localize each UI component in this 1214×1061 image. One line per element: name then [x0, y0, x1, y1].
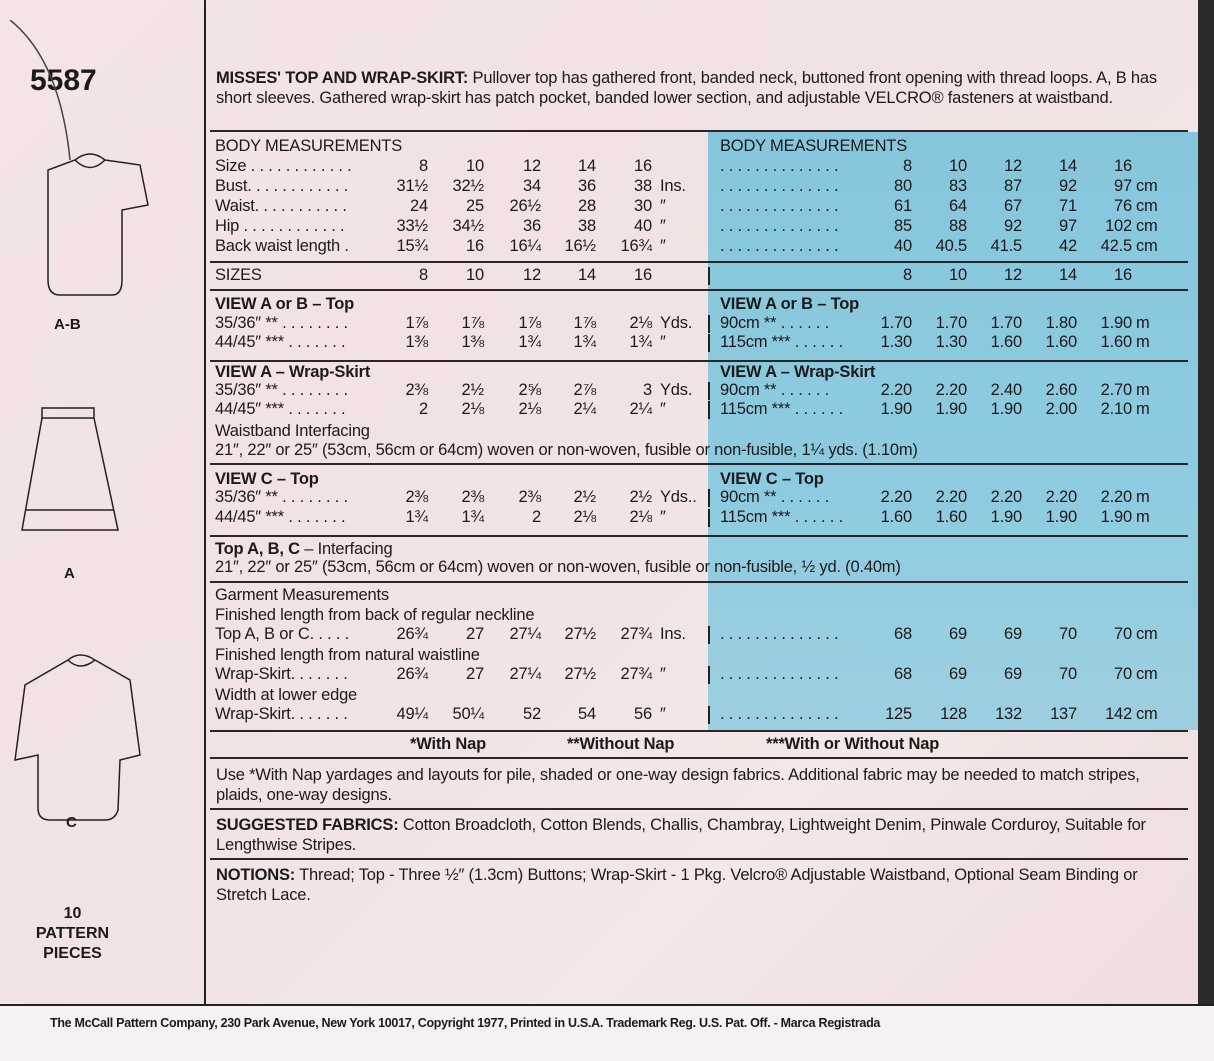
size-5-value: 2⅛: [629, 314, 652, 332]
section-heading: VIEW C – Top: [215, 470, 319, 488]
size-3-value: 1.70: [990, 314, 1022, 332]
row-label: Size . . . . . . . . . . . .: [215, 157, 352, 175]
size-1-value: 1⅞: [405, 314, 428, 332]
unit-label: cm: [1136, 177, 1158, 195]
size-2-value: 32½: [452, 177, 484, 195]
size-5-value: 102: [1105, 217, 1132, 235]
size-1-value: 2.20: [880, 381, 912, 399]
size-5-value: 1¾: [629, 333, 652, 351]
skirt-a-drawing: [22, 408, 118, 530]
size-2-value: 1.90: [935, 400, 967, 418]
nap-legend-with: *With Nap: [410, 735, 486, 753]
unit-label: cm: [1136, 625, 1158, 643]
row-label: 115cm *** . . . . . .: [720, 333, 843, 351]
pieces-label: PATTERN: [35, 925, 110, 942]
size-3-value: 27¼: [509, 665, 541, 683]
row-label: Wrap-Skirt. . . . . . .: [215, 665, 348, 683]
size-1-value: 1⅜: [405, 333, 428, 351]
size-2-value: 10: [949, 266, 967, 284]
size-3-value: 1¾: [518, 333, 541, 351]
size-5-value: 1.90: [1100, 508, 1132, 526]
pattern-number: 5587: [30, 64, 97, 97]
size-1-value: 26¾: [396, 625, 428, 643]
size-1-value: 8: [903, 266, 912, 284]
view-label-ab: A-B: [54, 316, 81, 333]
row-label: 44/45″ *** . . . . . . .: [215, 400, 346, 418]
size-2-value: 2.20: [935, 381, 967, 399]
section-heading: VIEW A – Wrap-Skirt: [215, 363, 371, 381]
row-text: 21″, 22″ or 25″ (53cm, 56cm or 64cm) woven or non-woven, fusible or non-fusible, 1¼ yds. (1.10m): [215, 441, 918, 459]
pieces-count: 10: [63, 905, 82, 922]
size-2-value: 10: [949, 157, 967, 175]
size-5-value: 27¾: [620, 665, 652, 683]
unit-label: cm: [1136, 705, 1158, 723]
column-divider-tick: [708, 401, 710, 419]
size-3-value: 1.60: [990, 333, 1022, 351]
nap-note: Use *With Nap yardages and layouts for pile, shaded or one-way design fabrics. Additional fabric may be needed to match stripes, plaids, one-way designs.: [216, 766, 1140, 804]
unit-label: m: [1136, 314, 1150, 332]
table-rule: [210, 730, 1188, 732]
size-5-value: 16: [634, 157, 652, 175]
size-3-value: 69: [1004, 665, 1022, 683]
footer-strip: [0, 1006, 1214, 1061]
unit-label: ″: [660, 333, 666, 351]
heading-suffix: – Interfacing: [299, 540, 393, 558]
unit-label: ″: [660, 197, 666, 215]
size-3-value: 12: [523, 157, 541, 175]
size-1-value: 2: [419, 400, 428, 418]
top-c-drawing: [15, 655, 140, 820]
size-5-value: 2.10: [1100, 400, 1132, 418]
size-1-value: 125: [885, 705, 912, 723]
row-label: . . . . . . . . . . . . . .: [720, 197, 839, 215]
size-4-value: 1¾: [573, 333, 596, 351]
table-rule: [210, 808, 1188, 810]
size-5-value: 2.70: [1100, 381, 1132, 399]
table-rule: [210, 858, 1188, 860]
unit-label: ″: [660, 705, 666, 723]
unit-label: Ins.: [660, 177, 686, 195]
size-4-value: 1.80: [1045, 314, 1077, 332]
size-5-value: 27¾: [620, 625, 652, 643]
size-2-value: 50¼: [452, 705, 484, 723]
table-rule: [210, 289, 1188, 291]
size-1-value: 40: [894, 237, 912, 255]
size-4-value: 14: [1059, 266, 1077, 284]
row-label: Back waist length .: [215, 237, 349, 255]
size-1-value: 68: [894, 625, 912, 643]
section-heading: BODY MEASUREMENTS: [720, 137, 907, 155]
row-label: 115cm *** . . . . . .: [720, 508, 843, 526]
row-label: SIZES: [215, 266, 262, 284]
column-divider: [204, 0, 206, 1005]
size-5-value: 16: [1114, 157, 1132, 175]
size-4-value: 2⅞: [573, 381, 596, 399]
size-1-value: 8: [903, 157, 912, 175]
row-label: Waist. . . . . . . . . . .: [215, 197, 347, 215]
size-1-value: 24: [410, 197, 428, 215]
row-label: . . . . . . . . . . . . . .: [720, 625, 839, 643]
size-5-value: 30: [634, 197, 652, 215]
row-label: Top A, B or C. . . . .: [215, 625, 350, 643]
size-5-value: 3: [643, 381, 652, 399]
row-label: 115cm *** . . . . . .: [720, 400, 843, 418]
size-4-value: 70: [1059, 625, 1077, 643]
table-rule: [210, 757, 1188, 759]
table-rule: [210, 463, 1188, 465]
unit-label: cm: [1136, 665, 1158, 683]
row-label: . . . . . . . . . . . . . .: [720, 217, 839, 235]
table-rule: [210, 261, 1188, 263]
size-1-value: 8: [419, 157, 428, 175]
notions-text: Thread; Top - Three ½″ (1.3cm) Buttons; Wrap-Skirt - 1 Pkg. Velcro® Adjustable Waistband, Optional Seam Binding or Stretch Lace.: [216, 866, 1138, 904]
size-2-value: 1⅜: [461, 333, 484, 351]
size-2-value: 69: [949, 665, 967, 683]
column-divider-tick: [708, 509, 710, 527]
size-2-value: 128: [940, 705, 967, 723]
size-4-value: 14: [578, 157, 596, 175]
row-label: 35/36″ ** . . . . . . . .: [215, 488, 348, 506]
notions-label: NOTIONS:: [216, 866, 296, 884]
size-4-value: 2½: [573, 488, 596, 506]
size-3-value: 87: [1004, 177, 1022, 195]
unit-label: Ins.: [660, 625, 686, 643]
table-rule: [210, 581, 1188, 583]
size-4-value: 14: [1059, 157, 1077, 175]
row-label: . . . . . . . . . . . . . .: [720, 705, 839, 723]
row-label: 35/36″ ** . . . . . . . .: [215, 381, 348, 399]
size-4-value: 27½: [564, 665, 596, 683]
row-label: 90cm ** . . . . . .: [720, 488, 829, 506]
size-2-value: 1⅞: [461, 314, 484, 332]
section-heading: VIEW A or B – Top: [720, 295, 859, 313]
size-3-value: 132: [995, 705, 1022, 723]
envelope-edge: [1198, 0, 1214, 1005]
size-3-value: 26½: [509, 197, 541, 215]
fabrics-text: Cotton Broadcloth, Cotton Blends, Challis, Chambray, Lightweight Denim, Pinwale Corduroy, Suitable for Lengthwise Stripes.: [216, 816, 1146, 854]
row-label: Bust. . . . . . . . . . . .: [215, 177, 349, 195]
size-4-value: 2.20: [1045, 488, 1077, 506]
column-divider-tick: [708, 489, 710, 507]
size-1-value: 15¾: [396, 237, 428, 255]
size-5-value: 1.60: [1100, 333, 1132, 351]
size-2-value: 34½: [452, 217, 484, 235]
row-label: 90cm ** . . . . . .: [720, 314, 829, 332]
unit-label: ″: [660, 508, 666, 526]
size-5-value: 38: [634, 177, 652, 195]
column-divider-tick: [708, 382, 710, 400]
size-4-value: 2.00: [1045, 400, 1077, 418]
unit-label: m: [1136, 488, 1150, 506]
size-3-value: 2⅜: [518, 488, 541, 506]
pattern-title: MISSES' TOP AND WRAP-SKIRT:: [216, 69, 469, 87]
size-3-value: 1.90: [990, 400, 1022, 418]
size-5-value: 1.90: [1100, 314, 1132, 332]
suggested-fabrics: [216, 815, 1186, 855]
size-3-value: 12: [1004, 157, 1022, 175]
size-5-value: 16: [1114, 266, 1132, 284]
unit-label: cm: [1136, 217, 1158, 235]
size-5-value: 97: [1114, 177, 1132, 195]
size-3-value: 2⅛: [518, 400, 541, 418]
size-5-value: 16: [634, 266, 652, 284]
size-4-value: 42: [1059, 237, 1077, 255]
size-4-value: 70: [1059, 665, 1077, 683]
unit-label: Yds.: [660, 381, 693, 399]
size-3-value: 2.20: [990, 488, 1022, 506]
size-5-value: 16¾: [620, 237, 652, 255]
size-2-value: 40.5: [935, 237, 967, 255]
section-heading: BODY MEASUREMENTS: [215, 137, 402, 155]
size-3-value: 52: [523, 705, 541, 723]
unit-label: ″: [660, 217, 666, 235]
size-1-value: 85: [894, 217, 912, 235]
size-1-value: 2⅜: [405, 381, 428, 399]
size-3-value: 34: [523, 177, 541, 195]
size-1-value: 61: [894, 197, 912, 215]
garment-illustrations: [0, 20, 200, 900]
size-4-value: 36: [578, 177, 596, 195]
unit-label: cm: [1136, 237, 1158, 255]
size-3-value: 92: [1004, 217, 1022, 235]
section-heading: VIEW C – Top: [720, 470, 824, 488]
size-1-value: 1.60: [880, 508, 912, 526]
size-1-value: 49¼: [396, 705, 428, 723]
size-1-value: 1.30: [880, 333, 912, 351]
row-label: Wrap-Skirt. . . . . . .: [215, 705, 348, 723]
unit-label: cm: [1136, 197, 1158, 215]
view-label-a: A: [64, 565, 75, 582]
size-2-value: 2.20: [935, 488, 967, 506]
size-1-value: 80: [894, 177, 912, 195]
view-label-c: C: [66, 814, 77, 831]
size-2-value: 83: [949, 177, 967, 195]
size-4-value: 1.60: [1045, 333, 1077, 351]
row-label: . . . . . . . . . . . . . .: [720, 157, 839, 175]
row-text: Finished length from natural waistline: [215, 646, 480, 664]
size-2-value: 25: [466, 197, 484, 215]
size-4-value: 54: [578, 705, 596, 723]
size-3-value: 2⅝: [518, 381, 541, 399]
row-text: Finished length from back of regular neckline: [215, 606, 535, 624]
unit-label: ″: [660, 237, 666, 255]
size-5-value: 2½: [629, 488, 652, 506]
size-3-value: 12: [523, 266, 541, 284]
size-5-value: 2.20: [1100, 488, 1132, 506]
size-1-value: 1.90: [880, 400, 912, 418]
size-3-value: 2: [532, 508, 541, 526]
row-label: . . . . . . . . . . . . . .: [720, 177, 839, 195]
size-2-value: 10: [466, 266, 484, 284]
size-4-value: 1⅞: [573, 314, 596, 332]
size-4-value: 16½: [564, 237, 596, 255]
size-4-value: 71: [1059, 197, 1077, 215]
unit-label: m: [1136, 508, 1150, 526]
size-4-value: 1.90: [1045, 508, 1077, 526]
size-1-value: 68: [894, 665, 912, 683]
size-3-value: 27¼: [509, 625, 541, 643]
size-3-value: 1.90: [990, 508, 1022, 526]
section-heading: VIEW A – Wrap-Skirt: [720, 363, 876, 381]
description-text: Pullover top has gathered front, banded neck, buttoned front opening with thread loops. A, B has short sleeves. Gathered wrap-skirt has patch pocket, banded lower section, and adjustable VELCRO® fasteners at waistband.: [216, 69, 1157, 107]
size-3-value: 36: [523, 217, 541, 235]
row-label: 90cm ** . . . . . .: [720, 381, 829, 399]
size-1-value: 1¾: [405, 508, 428, 526]
size-2-value: 16: [466, 237, 484, 255]
unit-label: Yds..: [660, 488, 697, 506]
section-heading: VIEW A or B – Top: [215, 295, 354, 313]
size-2-value: 1.70: [935, 314, 967, 332]
size-2-value: 10: [466, 157, 484, 175]
unit-label: ″: [660, 665, 666, 683]
size-3-value: 12: [1004, 266, 1022, 284]
size-5-value: 2⅛: [629, 508, 652, 526]
size-2-value: 69: [949, 625, 967, 643]
row-label: 35/36″ ** . . . . . . . .: [215, 314, 348, 332]
column-divider-tick: [708, 334, 710, 352]
size-5-value: 76: [1114, 197, 1132, 215]
size-3-value: 69: [1004, 625, 1022, 643]
size-5-value: 70: [1114, 625, 1132, 643]
size-2-value: 88: [949, 217, 967, 235]
size-2-value: 1¾: [461, 508, 484, 526]
size-4-value: 27½: [564, 625, 596, 643]
row-label: 44/45″ *** . . . . . . .: [215, 508, 346, 526]
table-rule: [210, 130, 1188, 132]
row-text: Garment Measurements: [215, 586, 389, 604]
size-1-value: 31½: [396, 177, 428, 195]
pattern-description: [216, 68, 1186, 108]
row-text: Width at lower edge: [215, 686, 358, 704]
size-4-value: 28: [578, 197, 596, 215]
size-1-value: 26¾: [396, 665, 428, 683]
size-1-value: 33½: [396, 217, 428, 235]
nap-legend-without: **Without Nap: [567, 735, 675, 753]
size-2-value: 27: [466, 665, 484, 683]
column-divider-tick: [708, 267, 710, 285]
row-label: . . . . . . . . . . . . . .: [720, 237, 839, 255]
size-2-value: 64: [949, 197, 967, 215]
unit-label: Yds.: [660, 314, 693, 332]
size-4-value: 14: [578, 266, 596, 284]
size-5-value: 56: [634, 705, 652, 723]
size-5-value: 2¼: [629, 400, 652, 418]
size-5-value: 40: [634, 217, 652, 235]
table-rule: [210, 360, 1188, 362]
size-2-value: 27: [466, 625, 484, 643]
row-text: 21″, 22″ or 25″ (53cm, 56cm or 64cm) woven or non-woven, fusible or non-fusible, ½ yd. (0.40m): [215, 558, 901, 576]
notions: [216, 865, 1186, 905]
section-heading: [215, 540, 392, 559]
column-divider-tick: [708, 666, 710, 684]
size-3-value: 41.5: [990, 237, 1022, 255]
row-text: Waistband Interfacing: [215, 422, 370, 440]
row-label: Hip . . . . . . . . . . . .: [215, 217, 345, 235]
heading-bold: Top A, B, C: [215, 540, 300, 558]
size-4-value: 2¼: [573, 400, 596, 418]
size-2-value: 2⅛: [461, 400, 484, 418]
size-1-value: 1.70: [880, 314, 912, 332]
size-4-value: 92: [1059, 177, 1077, 195]
row-label: . . . . . . . . . . . . . .: [720, 665, 839, 683]
row-label: 44/45″ *** . . . . . . .: [215, 333, 346, 351]
size-4-value: 97: [1059, 217, 1077, 235]
pattern-pieces-count: [25, 904, 120, 964]
unit-label: m: [1136, 381, 1150, 399]
fabrics-label: SUGGESTED FABRICS:: [216, 816, 399, 834]
size-4-value: 2⅛: [573, 508, 596, 526]
size-3-value: 67: [1004, 197, 1022, 215]
column-divider-tick: [708, 706, 710, 724]
pieces-label: PIECES: [43, 945, 102, 962]
unit-label: m: [1136, 400, 1150, 418]
top-ab-drawing: [48, 154, 148, 295]
unit-label: ″: [660, 400, 666, 418]
size-1-value: 2.20: [880, 488, 912, 506]
size-4-value: 38: [578, 217, 596, 235]
size-3-value: 2.40: [990, 381, 1022, 399]
size-4-value: 137: [1050, 705, 1077, 723]
size-5-value: 70: [1114, 665, 1132, 683]
size-2-value: 2½: [461, 381, 484, 399]
footer-text: The McCall Pattern Company, 230 Park Avenue, New York 10017, Copyright 1977, Printed in U.S.A. Trademark Reg. U.S. Pat. Off. - Marca Registrada: [50, 1016, 881, 1030]
size-5-value: 142: [1105, 705, 1132, 723]
column-divider-tick: [708, 315, 710, 333]
size-3-value: 1⅞: [518, 314, 541, 332]
size-1-value: 2⅜: [405, 488, 428, 506]
column-divider-tick: [708, 626, 710, 644]
size-4-value: 2.60: [1045, 381, 1077, 399]
size-3-value: 16¼: [509, 237, 541, 255]
size-5-value: 42.5: [1100, 237, 1132, 255]
nap-legend-either: ***With or Without Nap: [766, 735, 940, 753]
table-rule: [210, 535, 1188, 537]
unit-label: m: [1136, 333, 1150, 351]
size-2-value: 1.30: [935, 333, 967, 351]
size-2-value: 1.60: [935, 508, 967, 526]
size-1-value: 8: [419, 266, 428, 284]
size-2-value: 2⅜: [461, 488, 484, 506]
